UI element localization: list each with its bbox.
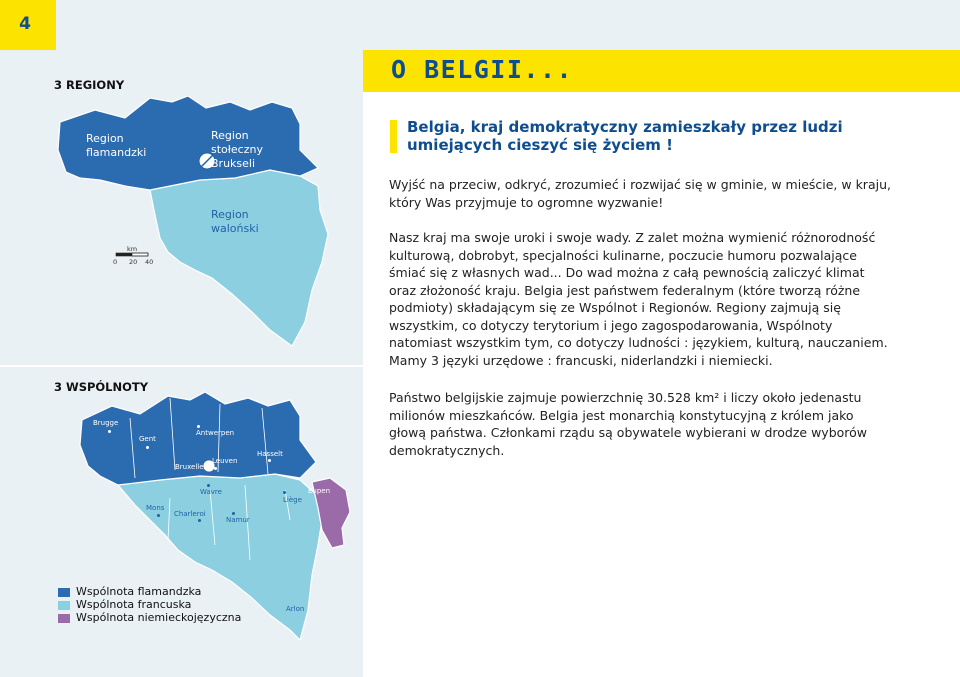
flemish-region-label: Region flamandzki	[86, 132, 147, 159]
city-mons: Mons	[146, 504, 165, 512]
flemish-community-shape	[80, 392, 316, 485]
city-dot	[157, 514, 160, 517]
legend-swatch	[58, 614, 70, 623]
legend-swatch	[58, 601, 70, 610]
city-dot	[207, 484, 210, 487]
walloon-region-label: Region waloński	[211, 208, 259, 235]
brussels-region-label: Region stołeczny Brukseli	[211, 129, 263, 170]
legend-label: Wspólnota flamandzka	[76, 585, 202, 598]
page-number: 4	[19, 14, 31, 34]
city-leuven: Leuven	[212, 457, 238, 465]
city-wavre: Wavre	[200, 488, 222, 496]
city-dot	[197, 425, 200, 428]
lede-heading: Belgia, kraj demokratyczny zamieszkały przez ludzi umiejących cieszyć się życiem !	[407, 118, 843, 154]
city-bruxelles: Bruxelles	[175, 463, 208, 471]
city-liege: Liège	[283, 496, 302, 504]
belgium-maps	[0, 0, 363, 677]
city-dot	[283, 491, 286, 494]
title-box	[363, 50, 960, 92]
city-charleroi: Charleroi	[174, 510, 206, 518]
paragraph-country: Nasz kraj ma swoje uroki i swoje wady. Z zalet można wymienić różnorodność kulturową, dobrobyt, specjalności kulinarne, poczucie humoru pozwalające śmiać się z własnych wad... Do wad można z całą pewnością zaliczyć klimat oraz złożoność kraju. Belgia jest państwem federalnym (które tworzą różne podmioty) składającym się ze Wspólnot i Regionów. Regiony zajmują się wszystkim, co dotyczy terytorium i jego zagospodarowania, Wspólnoty natomiast wszystkim tym, co dotyczy ludności : językiem, kulturą, nauczaniem. Mamy 3 języki urzędowe : francuski, niderlandzki i niemiecki.	[389, 230, 888, 368]
city-dot	[232, 512, 235, 515]
scale-tick-20: 20	[129, 258, 138, 266]
city-dot	[214, 467, 217, 470]
scale-unit: km	[127, 245, 138, 253]
city-dot	[146, 446, 149, 449]
city-dot	[108, 430, 111, 433]
page-title: O BELGII...	[391, 55, 574, 84]
legend-swatch	[58, 588, 70, 597]
paragraph-intro: Wyjść na przeciw, odkryć, zrozumieć i rozwijać się w gminie, w mieście, w kraju, który Was przyjmuje to ogromne wyzwanie!	[389, 177, 891, 210]
city-gent: Gent	[139, 435, 156, 443]
communities-heading: 3 WSPÓLNOTY	[54, 380, 149, 394]
city-namur: Namur	[226, 516, 250, 524]
scale-tick-40: 40	[145, 258, 154, 266]
city-eupen: Eupen	[308, 487, 331, 495]
city-antwerpen: Antwerpen	[196, 429, 235, 437]
city-brugge: Brugge	[93, 419, 119, 427]
legend-label: Wspólnota francuska	[76, 598, 192, 611]
legend-label: Wspólnota niemieckojęzyczna	[76, 611, 242, 624]
walloon-region-shape	[150, 170, 328, 346]
paragraph-facts: Państwo belgijskie zajmuje powierzchnię 30.528 km² i liczy około jedenastu milionów mieszkańców. Belgia jest monarchią konstytucyjną z królem jako głową państwa. Członkami rządu są obywatele wybierani w drodze wyborów demokratycznych.	[389, 390, 868, 458]
city-arlon: Arlon	[286, 605, 305, 613]
city-dot	[268, 459, 271, 462]
lede-accent-bar	[390, 120, 397, 153]
regions-heading: 3 REGIONY	[54, 78, 125, 92]
scale-tick-0: 0	[113, 258, 118, 266]
city-hasselt: Hasselt	[257, 450, 283, 458]
city-dot	[198, 519, 201, 522]
